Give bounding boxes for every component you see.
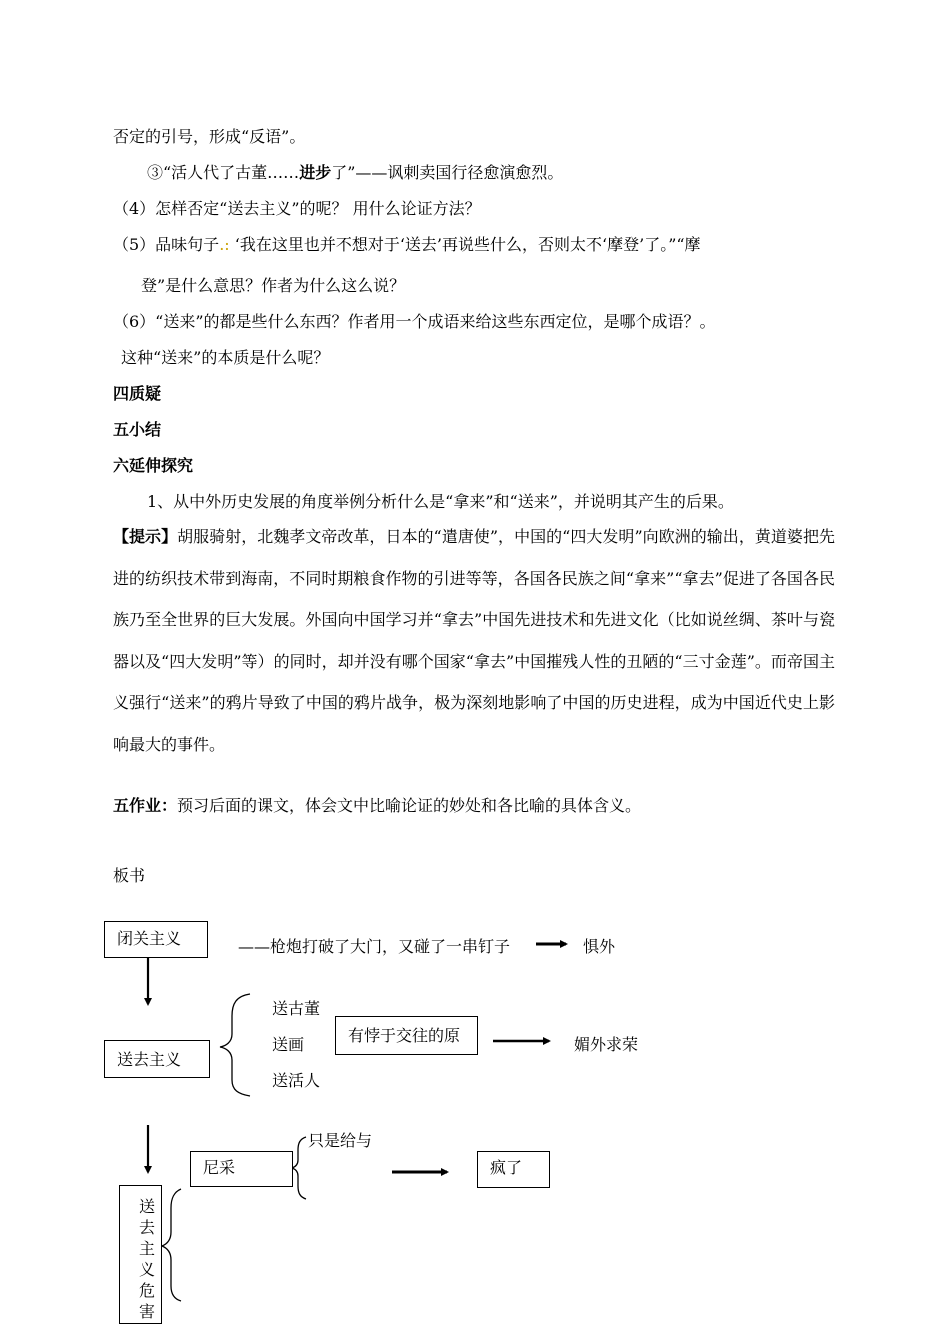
extension-question: 1、从中外历史发展的角度举例分析什么是“拿来”和“送来”，并说明其产生的后果。	[147, 492, 734, 511]
box-nietzsche	[190, 1151, 293, 1187]
question-4: （4）怎样否定“送去主义”的呢？ 用什么论证方法？	[113, 199, 481, 218]
brace-harm	[162, 1189, 181, 1301]
question-6-cont: 这种“送来”的本质是什么呢？	[121, 348, 330, 367]
result-flattery: 媚外求荣	[574, 1035, 639, 1054]
box-send-away-label: 送去主义	[117, 1050, 182, 1069]
text-line-2a: ③“活人代了古董……	[147, 163, 300, 182]
question-5b: ‘我在这里也并不想对于‘送去’再说些什么，否则太不‘摩登’了。”“摩	[229, 235, 701, 254]
heading-xiaojie: 五小结	[113, 420, 162, 439]
box-harm-label: 送去主义危害	[138, 1197, 155, 1321]
hint-text: 胡服骑射，北魏孝文帝改革，日本的“遣唐使”，中国的“四大发明”向欧洲的输出，黄道婆把先进的纺织技术带到海南，不同时期粮食作物的引进等等，各国各民族之间“拿来”“拿去”促进了各国各民族乃至全世界的巨大发展。外国向中国学习并“拿去”中国先进技术和先进文化（比如说丝绸、茶叶与瓷器以及“四大发明”等）的同时，却并没有哪个国家“拿去”中国摧残人性的丑陋的“三寸金莲”。而帝国主义强行“送来”的鸦片导致了中国的鸦片战争，极为深刻地影响了中国的历史进程，成为中国近代史上影响最大的事件。	[113, 527, 835, 754]
hint-label: 【提示】	[113, 527, 178, 546]
box-nietzsche-label: 尼采	[203, 1158, 236, 1177]
board-title: 板书	[113, 866, 146, 885]
brace-note	[292, 1137, 306, 1199]
note-only-giving: 只是给与	[308, 1131, 373, 1150]
text-line-2c: 了”——讽刺卖国行径愈演愈烈。	[331, 163, 564, 182]
item-paintings: 送画	[272, 1035, 305, 1054]
heading-zhiyi: 四质疑	[113, 384, 162, 403]
result-fear: 惧外	[583, 937, 616, 956]
question-6: （6）“送来”的都是些什么东西？作者用一个成语来给这些东西定位，是哪个成语？。	[113, 312, 716, 331]
homework-text: 预习后面的课文，体会文中比喻论证的妙处和各比喻的具体含义。	[177, 796, 642, 815]
homework-label: 五作业：	[113, 796, 178, 815]
box-send-away	[104, 1040, 210, 1078]
box-closed-door-label: 闭关主义	[117, 929, 182, 948]
text-line-2-bold: 进步	[299, 163, 332, 182]
text-line-1: 否定的引号，形成“反语”。	[113, 127, 306, 146]
question-5-cont: 登”是什么意思？作者为什么这么说？	[141, 276, 406, 295]
board-line-1: ——枪炮打破了大门，又碰了一串钉子	[238, 937, 511, 956]
brace-items	[220, 994, 250, 1096]
item-people: 送活人	[272, 1071, 321, 1090]
box-principle	[335, 1016, 478, 1055]
item-antiques: 送古董	[272, 999, 321, 1018]
heading-yanshen: 六延伸探究	[113, 456, 194, 475]
box-mad-label: 疯了	[490, 1158, 523, 1177]
question-5a: （5）品味句子	[113, 235, 220, 254]
box-principle-label: 有悖于交往的原	[348, 1026, 461, 1045]
box-mad	[477, 1151, 550, 1188]
box-closed-door	[104, 921, 208, 958]
question-5-dots: .:	[219, 235, 230, 254]
